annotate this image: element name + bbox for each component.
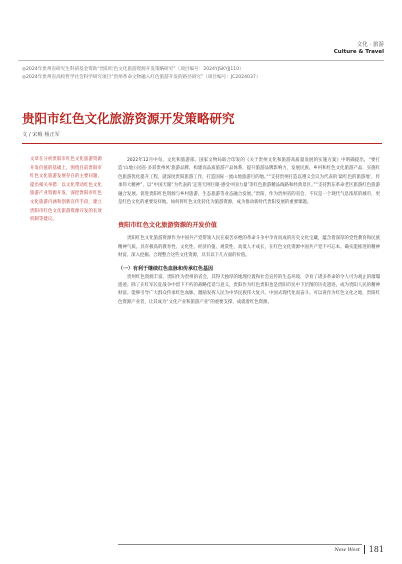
article-abstract: 文章在分析贵阳市红色文化旅游资源开发价值的基础上，围绕目前贵阳市红色文化旅游发展存在的主要问题，提出相关举措：以文化带动红色文化旅游产业资源开发，深挖贵阳市红色文化旅游内涵和创新宣传手段，建立贵阳市红色文化旅游资源开发的长效机制等建议。 bbox=[30, 157, 102, 223]
section-paragraph: 贵阳红色文化旅游资源作为中国共产党带领人民在艰苦卓绝的革命斗争中孕育而成的历史文化宝藏，蕴含着深厚的党性教育和民族精神气质。具有极高的教育性、文化性、经济价值、观赏性、高低人才成长，在红色文化资源中国共产党不可忘本。确实能推进的精神财富。深入挖掘、合理整合这些文化资源，具有以下几方面的价值。 bbox=[118, 236, 380, 259]
section-tag bbox=[334, 42, 384, 56]
article-title: 贵阳市红色文化旅游资源开发策略研究 bbox=[22, 111, 235, 126]
title-divider bbox=[22, 143, 382, 144]
page-number: 181 bbox=[368, 545, 384, 554]
article-author: 文 / 宋梅 杨正军 bbox=[22, 132, 60, 138]
funding-note-2: ◎2024年贵州省高校哲学社会科学研究项目“贵州革命文物融入红色旅游开发的路径研究”（项目编号：JC2024037） bbox=[22, 75, 261, 80]
subsection-heading: （一）有利于继续红色血脉和传承红色基因 bbox=[118, 265, 214, 272]
article-body bbox=[118, 157, 380, 307]
subsection-paragraph: 贵州红色资源丰富，贵阳作为贵州的省会，其得天独厚的地理位置和社会宣传的生态环境，孕育了诸多革命的令人可为观止的璀璨遗迹。除了在红军长征战争中留下不朽的战略佳话与意义，贵阳作为红色贵阳也是贵阳市民中下层图的历史遗迹，成为贵阳人民的精神财富。能够引导广大群众传承红色血脉，激励发挥人民为中华民族伟大复兴、中国式现代化而奋斗。可以说作为红色文化之地，贵阳红色资源产业者，让其成为“文化产业和旅游产业”的重要支撑，成就着红色资源。 bbox=[118, 274, 380, 305]
header-divider bbox=[18, 60, 384, 61]
intro-paragraph: 2022年12月中旬，文化和旅游部、国家文物局联合印发的《关于贵州文化和旅游高质量发展的实施方案》中明确提出，“要打造‘山地公园省·多彩贵州风’旅游品牌，构建高品质旅游产品体系，提升旅游品牌影响力，发展民族、乡村和红色文化旅游产品，实施红色旅游优化提升工程，就深度贵阳旅游工作，打造国际一流山地旅游目的地。”“支持贵州打造以遵义会议为代表的‘最红色的旅游地’，传承伟大精神”，以“中国天眼”为代表的‘走进天网巨眼·感受中国力量’等红色旅游精品线路和经典景区。”“支持黔东革命老区旅游红色旅游融合发展。促进贵阳红色资源与乡村旅游、生态旅游等业态融合发展。”贵阳，作为贵州省的省会，不仅是一个现代气息浓厚的城市，更是红色文化的重要发祥地。如何将红色文化转化为旅游资源，成为推动新时代贵阳发展的重要课题。 bbox=[118, 158, 380, 206]
journal-name: New West bbox=[334, 546, 360, 553]
funding-notes bbox=[22, 66, 382, 82]
section-heading: 贵阳市红色文化旅游资源的开发价值 bbox=[118, 222, 217, 230]
footer-divider bbox=[118, 544, 362, 545]
section-name-en: Culture & Travel bbox=[333, 49, 384, 55]
section-name-cn: 文化 · 旅游 bbox=[356, 42, 384, 48]
page-footer bbox=[334, 545, 384, 554]
funding-note-1: ◎2024年贵州省研究生科研基金资助“贵阳红色文化旅游资源开发策略研究”（项目编号：2024YJSKYJJ110） bbox=[22, 67, 244, 72]
footer-separator bbox=[364, 545, 365, 554]
